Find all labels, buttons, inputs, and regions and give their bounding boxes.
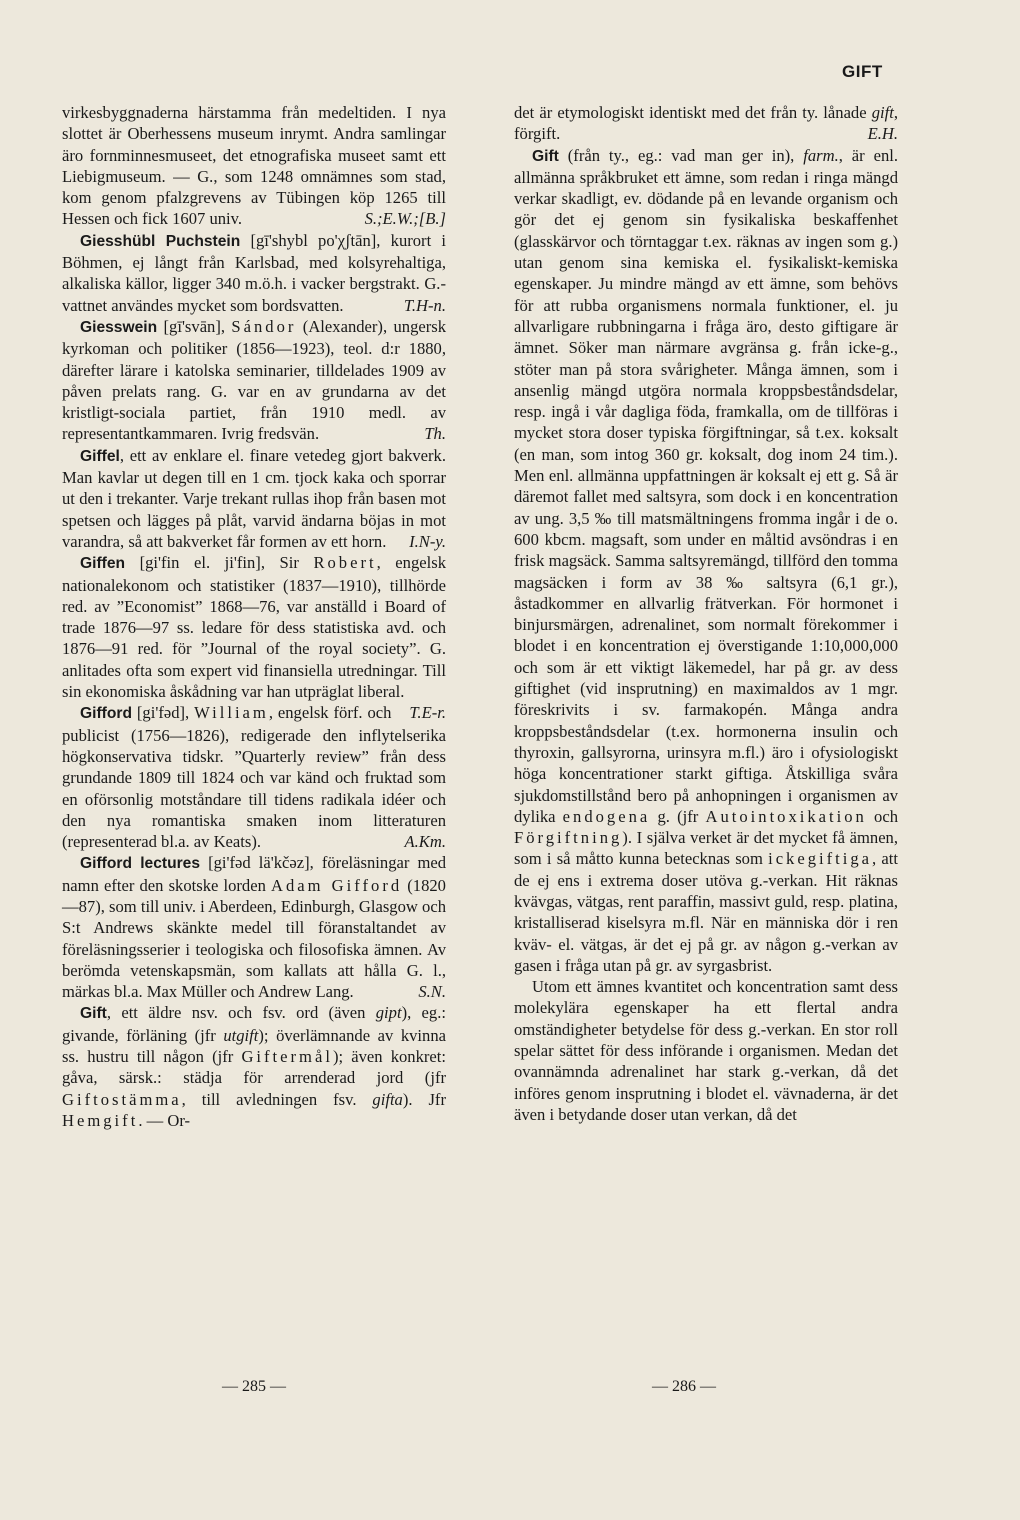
entry-gift: Gift, ett äldre nsv. och fsv. ord (även gipt), eg.: givande, förläning (jfr utgift); överlämnande av kvinna ss. hustru till någon (jfr Giftermål); även konkret: gåva, särsk.: städja för arrenderad jord (jfr Giftostämma, till avledningen fsv. gifta). Jfr Hemgift. — Or- [62,1003,446,1130]
entry-giffen: Giffen [gi'fin el. ji'fin], Sir Robert, engelsk nationalekonom och statistiker (1837—1910), tillhörde red. av ”Economist” 1868—76, var anställd i Board of trade 1876—97 ss. ledare för dess statistiska avd. och 1876—91 red. för ”Journal of the royal society”. G. anlitades ofta som expert vid finansiella utredningar. Till sin ekonomiska åskådning var han utpräglat liberal. T.E-r. [62,553,446,723]
spaced-name: William [194,703,269,723]
paragraph: det är etymologiskt identiskt med det från ty. lånade gift, förgift. E.H. [514,103,898,144]
author-signature: T.E-r. [409,703,446,723]
author-signature: T.H-n. [403,295,446,315]
spaced-term: Förgiftning [514,828,623,848]
page-number-right: — 286 — [652,1378,716,1395]
spaced-term: endogena [562,806,651,826]
spaced-term: Autointoxikation [705,806,867,826]
spaced-term: Giftermål [241,1047,333,1067]
headword: Giffen [80,555,126,573]
entry-giffel: Giffel, ett av enklare el. finare vetedeg gjort bakverk. Man kavlar ut degen till en 1 cm. tjock kaka och sporrar ut den i trekanter. Varje trekant rullas ihop från basen mot spetsen och lägges på plåt, varvid ändarna böjas in mot varandra, så att bakverket får formen av ett horn. I.N-y. [62,445,446,551]
headword: Gifford lectures [80,855,201,873]
author-signature: Th. [424,424,446,444]
entry-gifford: Gifford [gi'fəd], William, engelsk förf. och publicist (1756—1826), redigerade den inflytelserika högkonservativa tidskr. ”Quarterly review” från dess grundande 1809 till 1824 och var känd och fruktad som en oförsonlig motståndare till tidens radikala idéer och den nya romantiska smaken inom litteraturen (representerad bl.a. av Keats). A.Km. [62,703,446,852]
headword: Giesshübl Puchstein [80,232,241,250]
right-column [514,102,898,1125]
headword: Giffel [80,447,120,465]
page-number-left: — 285 — [222,1378,286,1395]
entry-gift-2: Gift (från ty., eg.: vad man ger in), farm., är enl. allmänna språkbruket ett ämne, som redan i ringa mängd verkar skadligt, ev. dödande på en levande organism och gör det ej genom sin fysikaliska beskaffenhet (glasskärvor och törntaggar t.ex. räknas av ingen som g.) utan genom sina kemiska el. fysikaliskt-kemiska egenskaper. Ju mindre mängd av ett ämne, som behövs för att rubba organismens normala funktioner, el. ju allvarligare rubbningarna i fråga äro, desto giftigare är ämnet. Söker man närmare avgränsa g. från icke-g., stöter man på stora svårigheter. Många ämnen, som i ansenlig mängd utgöra normala kroppsbeståndsdelar, resp. ingå i vår dagliga föda, framkalla, om de tillföras i mycket stora doser typiska förgiftningar, så t.ex. koksalt (en man, som intog 360 gr. koksalt, dog inom 24 tim.). Men enl. allmänna uppfattningen är koksalt ej ett g. Så är däremot fallet med saltsyra, som dock i en koncentration av ung. 3,5 ‰ till matsmältningens fromma ingår i de o. 600 kbcm. magsaft, som under en måltid avsöndras i en frisk magsäck. Samma saltsyremängd, tillförd den tomma magsäcken i form av 38 ‰ saltsyra (6,1 gr.), åstadkommer en allvarlig frätverkan. För hormonet i binjursmärgen, adrenalinet, som normalt förekommer i blodet i en koncentration ej överstigande 1:10,000,000 och som är ett viktigt läkemedel, har på gr. av dess giftighet (vid insprutning) en maximaldos av 1 mgr. föreskrivits i sv. farmakopén. Många andra kroppsbeståndsdelar (t.ex. hormonerna insulin och thyroxin, gallsyrorna, urinsyra m.fl.) äro i ofysiologiskt höga koncentrationer starkt giftiga. Åtskilliga svåra sjukdomstillstånd bero på anhopningen i organismen av dylika endogena g. (jfr Autointoxikation och Förgiftning). I själva verket är det mycket få ämnen, som i så måtto kunna betecknas som ickegiftiga, att de ej ens i extrema doser utöva g.-verkan. Hit räknas kvävgas, vätgas, rent paraffin, massivt guld, resp. platina, kristalliserad kiselsyra m.fl. När en människa dör i ren kväv- el. vätgas, är det ej på gr. av någon g.-verkan av gasen i fråga utan på gr. av syrgasbrist. [514,145,899,975]
spaced-term: ickegiftiga [768,849,873,869]
spaced-name: Robert [313,553,377,573]
author-signature: S.;E.W.;[B.] [364,209,446,229]
paragraph: Utom ett ämnes kvantitet och koncentration samt dess molekylära egenskaper ha ett flertal andra omständigheter betydelse för dess g.-verkan. En stor roll spelar sättet för dess införande i organismen. Medan det ovannämnda adrenalinet har stark g.-verkan, då det införes genom insprutning i blodet el. vävnaderna, är det även i betydande doser utan verkan, då det [514,977,898,1124]
running-header: GIFT [842,62,883,81]
spaced-term: Hemgift [62,1110,139,1130]
entry-gifford-lectures: Gifford lectures [gi'fəd lä'kčəz], föreläsningar med namn efter den skotske lorden Adam Gifford (1820—87), som till univ. i Aberdeen, Edinburgh, Glasgow och S:t Andrews skänkte medel till föranstaltandet av föreläsningsserier i teologiska och filosofiska ämnen. Av berömda vetenskapsmän, som kallats att hålla G. l., märkas bl.a. Max Müller och Andrew Lang. S.N. [62,853,447,1002]
headword: Gift [532,147,559,165]
entry-giesshubl: Giesshübl Puchstein [gī'shybl po'χʃtān], kurort i Böhmen, ej långt från Karlsbad, med kolsyrehaltiga, alkaliska källor, ligger 340 m.ö.h. i vacker bergstrakt. G.-vattnet användes mycket som bordsvatten. T.H-n. [62,230,446,315]
spaced-term: Giftostämma [62,1089,182,1109]
author-signature: S.N. [418,982,446,1002]
author-signature: I.N-y. [409,531,446,551]
headword: Gifford [80,705,132,723]
spaced-name: Sándor [231,316,297,336]
spaced-name: Adam Gifford [271,875,403,895]
headword: Giesswein [80,318,158,336]
left-column [62,102,446,1131]
paragraph: virkesbyggnaderna härstamma från medeltiden. I nya slottet är Oberhessens museum inrymt. Andra samlingar äro fornminnesmuseet, det etnografiska museet samt ett Liebigmuseum. — G., som 1248 omnämnes som stad, kom genom pfalzgrevens av Tübingen köp 1265 till Hessen och fick 1607 univ. S.;E.W.;[B.] [62,103,446,229]
entry-giesswein: Giesswein [gī'svān], Sándor (Alexander), ungersk kyrkoman och politiker (1856—1923), teol. d:r 1880, därefter lärare i katolska seminarier, tilldelades 1909 av påven prelats rang. G. var en av grundarna av det kristligt-sociala partiet, från 1910 medl. av representantkammaren. Ivrig fredsvän. Th. [62,316,447,444]
author-signature: E.H. [867,124,898,144]
headword: Gift [80,1005,107,1023]
author-signature: A.Km. [404,832,446,852]
